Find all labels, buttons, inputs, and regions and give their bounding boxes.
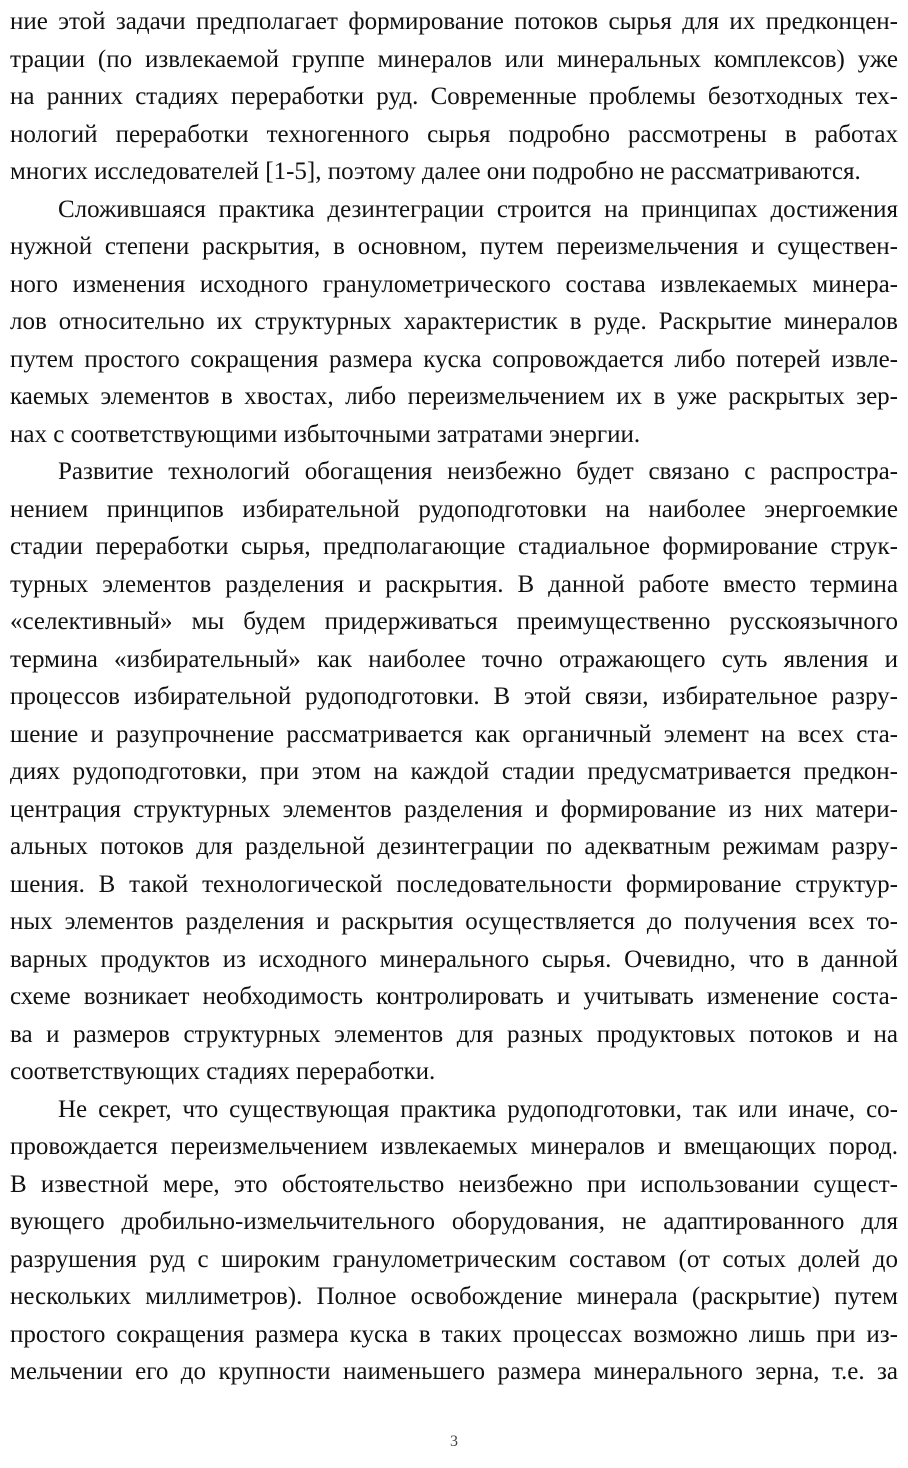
text-line: процессов избирательной рудоподготовки. В этой связи, избирательное разру- bbox=[10, 683, 898, 710]
text-line: «селективный» мы будем придерживаться преимущественно русскоязычного bbox=[10, 608, 898, 635]
text-line: турных элементов разделения и раскрытия. В данной работе вместо термина bbox=[10, 570, 898, 598]
text-line: многих исследователей [1-5], поэтому далее они подробно не рассматриваются. bbox=[10, 158, 861, 185]
text-line: путем простого сокращения размера куска сопровождается либо потерей извле- bbox=[10, 345, 898, 373]
text-line: ва и размеров структурных элементов для разных продуктовых потоков и на bbox=[10, 1020, 898, 1048]
document-page bbox=[10, 3, 898, 1391]
text-line: ного изменения исходного гранулометрического состава извлекаемых минера- bbox=[10, 270, 898, 298]
text-line: шения. В такой технологической последовательности формирование структур- bbox=[10, 870, 898, 898]
paragraph bbox=[10, 3, 898, 191]
text-line: диях рудоподготовки, при этом на каждой стадии предусматривается предкон- bbox=[10, 758, 898, 785]
text-line: нужной степени раскрытия, в основном, путем переизмельчения и существен- bbox=[10, 233, 898, 260]
text-line: трации (по извлекаемой группе минералов или минеральных комплексов) уже bbox=[10, 45, 898, 73]
text-line: нологий переработки техногенного сырья подробно рассмотрены в работах bbox=[10, 120, 898, 148]
text-line: В известной мере, это обстоятельство неизбежно при использовании сущест- bbox=[10, 1170, 898, 1198]
text-line: шение и разупрочнение рассматривается как органичный элемент на всех ста- bbox=[10, 720, 898, 748]
text-line: Не секрет, что существующая практика рудоподготовки, так или иначе, со- bbox=[58, 1095, 898, 1123]
text-line: варных продуктов из исходного минерального сырья. Очевидно, что в данной bbox=[10, 945, 898, 973]
text-line: лов относительно их структурных характеристик в руде. Раскрытие минералов bbox=[10, 308, 898, 335]
paragraph bbox=[10, 453, 898, 1091]
text-line: стадии переработки сырья, предполагающие стадиальное формирование струк- bbox=[10, 533, 898, 560]
text-line: соответствующих стадиях переработки. bbox=[10, 1058, 436, 1085]
text-line: Развитие технологий обогащения неизбежно будет связано с распростра- bbox=[58, 458, 898, 485]
text-line: центрация структурных элементов разделения и формирование из них матери- bbox=[10, 795, 898, 823]
text-line: нескольких миллиметров). Полное освобождение минерала (раскрытие) путем bbox=[10, 1283, 898, 1310]
text-line: ние этой задачи предполагает формирование потоков сырья для их предконцен- bbox=[10, 8, 898, 35]
text-line: нах с соответствующими избыточными затратами энергии. bbox=[10, 420, 641, 448]
text-line: каемых элементов в хвостах, либо переизмельчением их в уже раскрытых зер- bbox=[10, 383, 898, 410]
text-line: на ранних стадиях переработки руд. Современные проблемы безотходных тех- bbox=[10, 83, 898, 110]
text-line: Сложившаяся практика дезинтеграции строится на принципах достижения bbox=[58, 195, 898, 223]
text-line: схеме возникает необходимость контролировать и учитывать изменение соста- bbox=[10, 983, 898, 1010]
text-line: простого сокращения размера куска в таких процессах возможно лишь при из- bbox=[10, 1320, 898, 1348]
paragraph bbox=[10, 1091, 898, 1391]
paragraph bbox=[10, 191, 898, 454]
text-line: вующего дробильно-измельчительного оборудования, не адаптированного для bbox=[10, 1208, 898, 1235]
page-number: 3 bbox=[450, 1433, 458, 1450]
text-line: термина «избирательный» как наиболее точно отражающего суть явления и bbox=[10, 645, 898, 673]
text-line: альных потоков для раздельной дезинтеграции по адекватным режимам разру- bbox=[10, 833, 898, 860]
text-line: провождается переизмельчением извлекаемых минералов и вмещающих пород. bbox=[10, 1133, 898, 1160]
text-line: нением принципов избирательной рудоподготовки на наиболее энергоемкие bbox=[10, 495, 898, 523]
text-line: разрушения руд с широким гранулометрическим составом (от сотых долей до bbox=[10, 1245, 898, 1273]
text-line: ных элементов разделения и раскрытия осуществляется до получения всех то- bbox=[10, 908, 898, 935]
text-line: мельчении его до крупности наименьшего размера минерального зерна, т.е. за bbox=[10, 1358, 898, 1385]
